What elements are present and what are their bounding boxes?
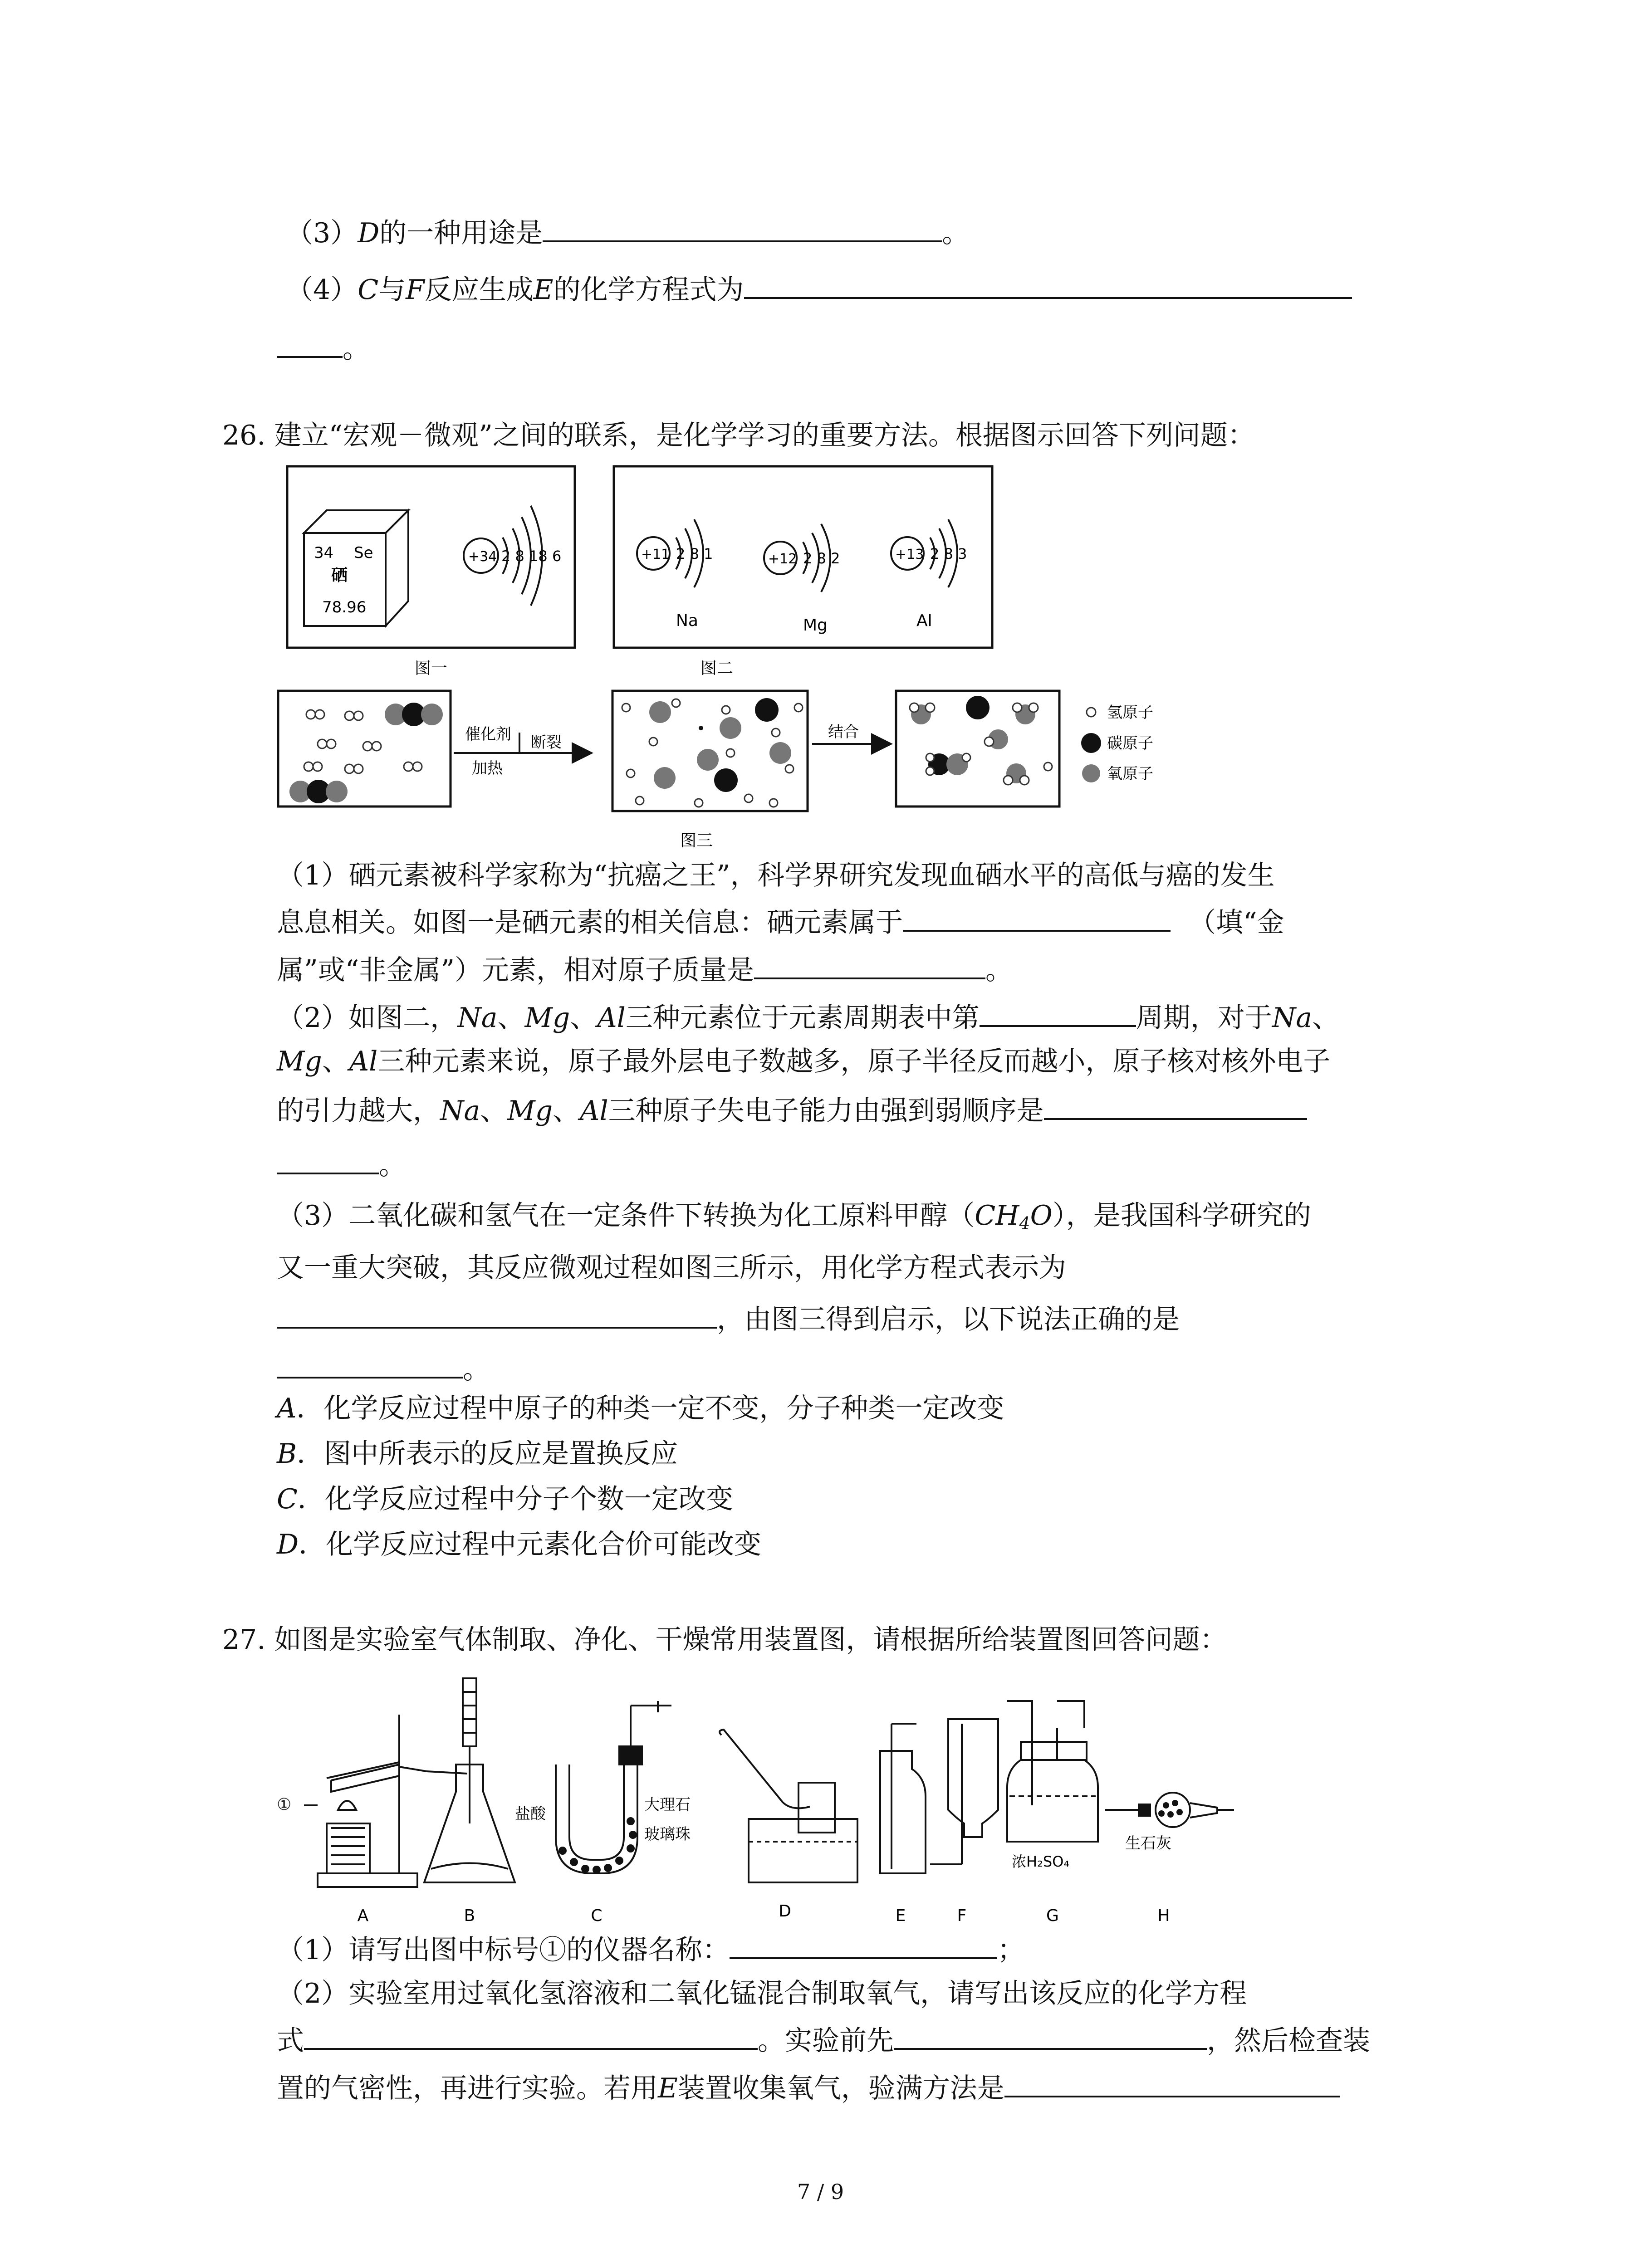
svg-text:+13: +13 xyxy=(895,547,924,562)
label-g: G xyxy=(1046,1906,1059,1925)
figure-1-caption: 图一 xyxy=(414,659,448,678)
electron-shells: 2 8 18 6 xyxy=(501,547,562,565)
q27-intro: 27. 如图是实验室气体制取、净化、干燥常用装置图，请根据所给装置图回答问题： xyxy=(222,1624,1227,1656)
svg-text:浓H₂SO₄: 浓H₂SO₄ xyxy=(1012,1853,1070,1870)
intermediate-box xyxy=(612,691,808,811)
nucleus-charge: +34 xyxy=(468,549,497,565)
answer-blank[interactable] xyxy=(277,1300,717,1329)
atom-na xyxy=(637,519,713,630)
q26-part3-line4: 。 xyxy=(277,1349,490,1388)
element-number: 34 xyxy=(314,544,334,562)
label-f: F xyxy=(957,1906,967,1925)
element-mass: 78.96 xyxy=(322,598,367,616)
option-c: C．化学反应过程中分子个数一定改变 xyxy=(277,1483,733,1515)
label-b: B xyxy=(464,1906,475,1925)
svg-text:2 8 2: 2 8 2 xyxy=(803,550,840,567)
svg-text:生石灰: 生石灰 xyxy=(1125,1834,1171,1853)
q25-part4: （4）C与F反应生成E的化学方程式为 xyxy=(286,270,1352,308)
figure-1-selenium xyxy=(286,465,576,683)
apparatus-a xyxy=(277,1715,467,1887)
figure-3-caption: 图三 xyxy=(680,831,713,850)
svg-text:结合: 结合 xyxy=(828,723,859,741)
answer-blank[interactable] xyxy=(1044,1091,1307,1120)
svg-text:盐酸: 盐酸 xyxy=(515,1805,546,1823)
q27-part2-line2: 式 。实验前先 ，然后检查装 xyxy=(277,2021,1370,2059)
svg-text:①: ① xyxy=(277,1795,292,1814)
apparatus-f xyxy=(930,1719,998,1864)
option-d: D．化学反应过程中元素化合价可能改变 xyxy=(277,1529,762,1560)
reactants-box xyxy=(278,691,451,807)
q26-part1-line1: （1）硒元素被科学家称为“抗癌之王”，科学界研究发现血硒水平的高低与癌的发生 xyxy=(277,860,1275,891)
svg-text:加热: 加热 xyxy=(472,759,503,777)
svg-text:断裂: 断裂 xyxy=(531,733,562,752)
label-d: D xyxy=(779,1902,791,1921)
figure-2-atoms xyxy=(612,465,994,683)
answer-blank[interactable] xyxy=(277,1349,463,1378)
q26-part2-line2: Mg、Al三种元素来说，原子最外层电子数越多，原子半径反而越小，原子核对核外电子 xyxy=(277,1046,1331,1077)
q26-part3-line2: 又一重大突破，其反应微观过程如图三所示，用化学方程式表示为 xyxy=(277,1252,1066,1284)
svg-text:氢原子: 氢原子 xyxy=(1107,704,1153,722)
apparatus-c xyxy=(556,1701,671,1873)
apparatus-g xyxy=(1007,1701,1098,1842)
q25-part3: （3）D的一种用途是 。 xyxy=(286,213,969,251)
label-c: C xyxy=(591,1906,603,1925)
svg-text:2 8 1: 2 8 1 xyxy=(676,545,713,562)
apparatus-d xyxy=(720,1730,857,1882)
apparatus-b xyxy=(424,1678,515,1882)
svg-text:Mg: Mg xyxy=(803,616,828,635)
q25-part4-cont: 。 xyxy=(277,329,370,367)
svg-text:碳原子: 碳原子 xyxy=(1107,734,1153,753)
q27-part1: （1）请写出图中标号①的仪器名称： ； xyxy=(277,1930,1024,1968)
label-h: H xyxy=(1157,1906,1170,1925)
svg-text:Na: Na xyxy=(676,611,698,630)
answer-blank[interactable] xyxy=(304,2021,758,2050)
q26-part1-line3: 属”或“非金属”）元素，相对原子质量是 。 xyxy=(277,950,1013,988)
option-b: B．图中所表示的反应是置换反应 xyxy=(277,1438,678,1470)
svg-text:催化剂: 催化剂 xyxy=(465,725,511,743)
svg-text:+12: +12 xyxy=(768,551,797,567)
svg-text:大理石: 大理石 xyxy=(644,1796,691,1814)
label-a: A xyxy=(357,1906,369,1925)
apparatus-e xyxy=(880,1724,926,1873)
svg-text:2 8 3: 2 8 3 xyxy=(930,545,967,562)
figure-lab-apparatus xyxy=(277,1674,1252,1928)
q27-part2-line1: （2）实验室用过氧化氢溶液和二氧化锰混合制取氧气，请写出该反应的化学方程 xyxy=(277,1978,1247,2009)
q27-part2-line3: 置的气密性，再进行实验。若用E装置收集氧气，验满方法是 xyxy=(277,2068,1340,2107)
apparatus-h xyxy=(1105,1793,1234,1827)
answer-blank[interactable] xyxy=(730,1930,997,1959)
q26-part3-line3: ，由图三得到启示，以下说法正确的是 xyxy=(277,1300,1180,1338)
page-number: 7 / 9 xyxy=(797,2180,844,2204)
answer-blank[interactable] xyxy=(277,329,343,358)
option-a: A．化学反应过程中原子的种类一定不变，分子种类一定改变 xyxy=(277,1393,1004,1424)
element-name: 硒 xyxy=(331,566,348,585)
answer-blank[interactable] xyxy=(1004,2068,1340,2097)
answer-blank[interactable] xyxy=(754,950,985,979)
element-symbol: Se xyxy=(354,544,373,562)
svg-text:玻璃珠: 玻璃珠 xyxy=(644,1825,691,1843)
q26-part1-line2: 息息相关。如图一是硒元素的相关信息：硒元素属于 （填“金 xyxy=(277,903,1284,941)
legend xyxy=(1081,704,1153,783)
q26-part2-line4: 。 xyxy=(277,1145,406,1183)
q26-part3-line1: （3）二氧化碳和氢气在一定条件下转换为化工原料甲醇$(CH_4O)$，是我国科学研究的 xyxy=(277,1200,1311,1233)
figure-3-reaction xyxy=(277,689,1230,853)
label-e: E xyxy=(895,1906,906,1925)
answer-blank[interactable] xyxy=(980,998,1136,1027)
answer-blank[interactable] xyxy=(277,1145,379,1174)
q26-part2-line3: 的引力越大，Na、Mg、Al三种原子失电子能力由强到弱顺序是 xyxy=(277,1091,1307,1129)
answer-blank[interactable] xyxy=(744,270,1352,299)
atom-mg xyxy=(764,524,840,635)
svg-text:Al: Al xyxy=(916,611,932,630)
svg-text:+11: +11 xyxy=(641,547,670,562)
answer-blank[interactable] xyxy=(543,213,942,242)
atom-al xyxy=(891,519,967,630)
answer-blank[interactable] xyxy=(903,903,1171,932)
svg-text:氧原子: 氧原子 xyxy=(1107,765,1153,783)
products-box xyxy=(896,691,1059,807)
quicklime xyxy=(1158,1800,1183,1818)
q26-part2-line1: （2）如图二，Na、Mg、Al三种元素位于元素周期表中第 周期，对于Na、 xyxy=(277,998,1339,1036)
figure-2-caption: 图二 xyxy=(700,659,734,678)
q26-intro: 26. 建立“宏观－微观”之间的联系，是化学学习的重要方法。根据图示回答下列问题： xyxy=(222,420,1255,451)
answer-blank[interactable] xyxy=(894,2021,1207,2050)
